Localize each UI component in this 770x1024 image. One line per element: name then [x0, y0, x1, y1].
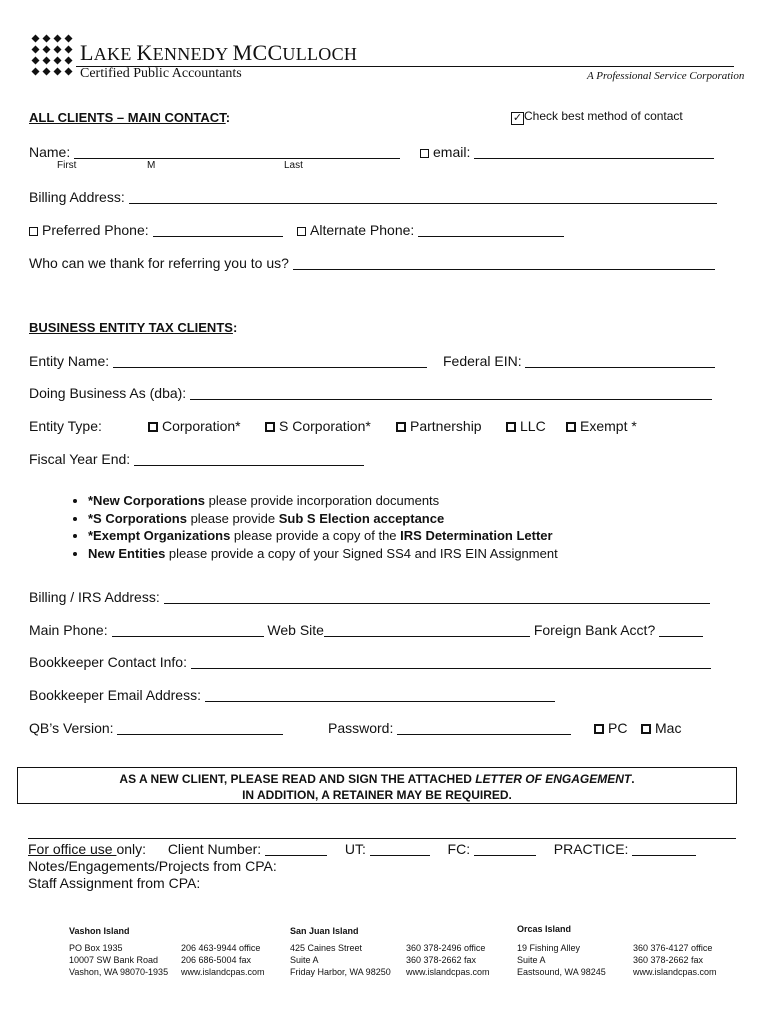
qb-version-field[interactable]: [117, 721, 283, 735]
billing-irs-field[interactable]: [164, 590, 710, 604]
main-contact-heading: ALL CLIENTS – MAIN CONTACT:: [29, 110, 231, 125]
federal-ein-field[interactable]: [525, 354, 715, 368]
dba-field[interactable]: [190, 386, 712, 400]
fiscal-year-row: Fiscal Year End:: [29, 451, 364, 467]
notes-engagements-label: Notes/Engagements/Projects from CPA:: [28, 858, 277, 874]
preferred-phone-field[interactable]: [153, 223, 283, 237]
s-corporation-checkbox[interactable]: [265, 422, 275, 432]
foreign-bank-field[interactable]: [659, 623, 703, 637]
federal-ein-row: Federal EIN:: [443, 353, 715, 369]
logo-diamond: [65, 46, 73, 54]
middle-caption: M: [147, 160, 156, 171]
email-checkbox[interactable]: [420, 149, 429, 158]
practice-field[interactable]: [632, 842, 696, 856]
entity-type-llc[interactable]: LLC: [506, 418, 546, 434]
logo-diamond: [65, 68, 73, 76]
ut-field[interactable]: [370, 842, 430, 856]
list-item: • *Exempt Organizations please provide a copy of the IRS Determination Letter: [88, 527, 558, 545]
fc-field[interactable]: [474, 842, 536, 856]
pc-checkbox[interactable]: [594, 724, 604, 734]
list-item: • New Entities please provide a copy of your Signed SS4 and IRS EIN Assignment: [88, 545, 558, 563]
engagement-notice: AS A NEW CLIENT, PLEASE READ AND SIGN THE ATTACHED LETTER OF ENGAGEMENT. IN ADDITION, A RETAINER MAY BE REQUIRED.: [17, 767, 737, 804]
logo-diamond: [32, 35, 40, 43]
entity-name-field[interactable]: [113, 354, 427, 368]
logo-diamond: [54, 46, 62, 54]
diamond-grid-logo: [30, 33, 74, 78]
password-field[interactable]: [397, 721, 571, 735]
logo-diamond: [54, 35, 62, 43]
office-name-san-juan: San Juan Island: [290, 926, 359, 936]
logo-diamond: [32, 46, 40, 54]
logo-diamond: [32, 57, 40, 65]
logo-diamond: [43, 35, 51, 43]
fiscal-year-field[interactable]: [134, 452, 364, 466]
firm-tagline: A Professional Service Corporation: [587, 70, 745, 82]
qb-version-row: QB’s Version:: [29, 720, 283, 736]
pc-option[interactable]: PC: [594, 720, 627, 736]
main-phone-row: Main Phone: Web Site Foreign Bank Acct?: [29, 622, 703, 638]
email-field[interactable]: [474, 145, 714, 159]
billing-address-field[interactable]: [129, 190, 717, 204]
corporation-checkbox[interactable]: [148, 422, 158, 432]
name-field[interactable]: [74, 145, 400, 159]
check-best-method-note: ✓ Check best method of contact: [512, 109, 683, 124]
office-use-row: For office use only: Client Number: UT: FC: PRACTICE:: [28, 841, 696, 857]
checked-box-icon: ✓: [512, 112, 523, 124]
partnership-checkbox[interactable]: [396, 422, 406, 432]
entity-type-corporation[interactable]: Corporation*: [148, 418, 241, 434]
last-caption: Last: [284, 160, 303, 171]
office-address-vashon: PO Box 1935 10007 SW Bank Road Vashon, WA 98070-1935: [69, 943, 169, 977]
office-address-san-juan: 425 Caines Street Suite A Friday Harbor, WA 98250: [290, 943, 391, 977]
dba-row: Doing Business As (dba):: [29, 385, 712, 401]
list-item: • *S Corporations please provide Sub S Election acceptance: [88, 510, 558, 528]
office-contact-san-juan: 360 378-2496 office 360 378-2662 fax www.islandcpas.com: [406, 943, 490, 977]
bookkeeper-email-row: Bookkeeper Email Address:: [29, 687, 555, 703]
referral-field[interactable]: [293, 256, 715, 270]
staff-assignment-label: Staff Assignment from CPA:: [28, 875, 201, 891]
llc-checkbox[interactable]: [506, 422, 516, 432]
name-row: Name:: [29, 144, 400, 160]
bookkeeper-email-field[interactable]: [205, 688, 555, 702]
mac-checkbox[interactable]: [641, 724, 651, 734]
office-contact-orcas: 360 376-4127 office 360 378-2662 fax www.islandcpas.com: [633, 943, 717, 977]
email-row: email:: [420, 144, 714, 160]
logo-diamond: [54, 68, 62, 76]
office-contact-vashon: 206 463-9944 office 206 686-5004 fax www.islandcpas.com: [181, 943, 265, 977]
mac-option[interactable]: Mac: [641, 720, 681, 736]
logo-diamond: [65, 57, 73, 65]
logo-diamond: [43, 46, 51, 54]
client-number-field[interactable]: [265, 842, 327, 856]
logo-diamond: [43, 57, 51, 65]
bookkeeper-contact-row: Bookkeeper Contact Info:: [29, 654, 711, 670]
entity-type-label: Entity Type:: [29, 418, 102, 434]
entity-notes-list: [64, 492, 558, 562]
entity-type-s-corporation[interactable]: S Corporation*: [265, 418, 371, 434]
exempt-checkbox[interactable]: [566, 422, 576, 432]
web-site-field[interactable]: [324, 623, 530, 637]
billing-irs-row: Billing / IRS Address:: [29, 589, 710, 605]
logo-diamond: [54, 57, 62, 65]
referral-row: Who can we thank for referring you to us?: [29, 255, 715, 271]
alternate-phone-row: Alternate Phone:: [297, 222, 564, 238]
logo-diamond: [32, 68, 40, 76]
entity-name-row: Entity Name:: [29, 353, 427, 369]
entity-type-exempt[interactable]: Exempt *: [566, 418, 637, 434]
alternate-phone-checkbox[interactable]: [297, 227, 306, 236]
bookkeeper-contact-field[interactable]: [191, 655, 711, 669]
firm-name: LAKE KENNEDY MCCULLOCH: [80, 40, 358, 65]
office-use-section: [28, 838, 736, 893]
entity-type-partnership[interactable]: Partnership: [396, 418, 482, 434]
first-caption: First: [57, 160, 77, 171]
office-name-orcas: Orcas Island: [517, 924, 572, 934]
firm-subtitle: Certified Public Accountants: [80, 66, 242, 81]
preferred-phone-checkbox[interactable]: [29, 227, 38, 236]
alternate-phone-field[interactable]: [418, 223, 564, 237]
preferred-phone-row: Preferred Phone:: [29, 222, 283, 238]
billing-address-row: Billing Address:: [29, 189, 717, 205]
business-heading: BUSINESS ENTITY TAX CLIENTS:: [29, 320, 238, 335]
logo-diamond: [65, 35, 73, 43]
logo-diamond: [43, 68, 51, 76]
office-address-orcas: 19 Fishing Alley Suite A Eastsound, WA 98245: [517, 943, 606, 977]
office-name-vashon: Vashon Island: [69, 926, 130, 936]
main-phone-field[interactable]: [112, 623, 264, 637]
list-item: • *New Corporations please provide incorporation documents: [88, 492, 558, 510]
password-row: Password:: [328, 720, 571, 736]
